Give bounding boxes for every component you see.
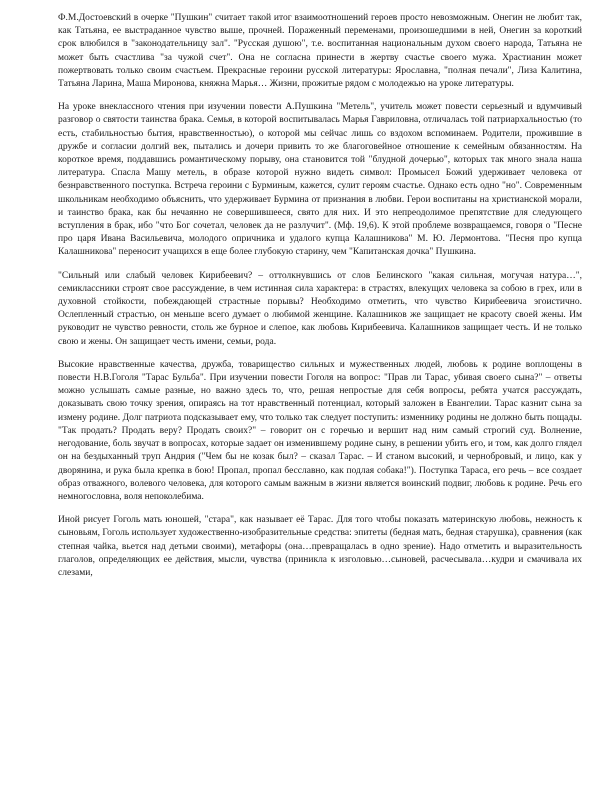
- paragraph-taras-bulba: Высокие нравственные качества, дружба, товарищество сильных и мужественных людей, любовь к родине воплощены в повести Н.В.Гоголя "Тарас Бульба". При изучении повести Гоголя на вопрос: "Прав ли Тарас, убивая своего сына?" – ответы можно услышать самые разные, но важно здесь то, что, решая непростые для себя вопросы, ребята учатся рассуждать, доказывать свою точку зрения, опираясь на тот нравственный потенциал, который заложен в Евангелии. Тарас казнит сына за измену родине. Долг патриота подсказывает ему, что только так следует поступить: изменнику родины не должно быть пощады. "Так продать? Продать веру? Продать своих?" – говорит он с горечью и вершит над ним самый строгий суд. Волнение, негодование, боль звучат в вопросах, которые задает он изменившему родине сыну, в решении убить его, и том, как долго глядел он на бездыханный труп Андрия ("Чем бы не козак был? – сказал Тарас. – И станом высокий, и чернобровый, и лицо, как у дворянина, и рука была крепка в бою! Пропал, пропал бесславно, как подлая собака!"). Поступка Тараса, его речь – все создает образ отважного, волевого человека, для которого самым важным в жизни является воинский подвиг, любовь к родине. Речь его немногословна, воля непоколебима.: [58, 359, 582, 502]
- document-page: [58, 12, 582, 580]
- paragraph-gap: [58, 504, 582, 514]
- paragraph-mother: Иной рисует Гоголь мать юношей, "стара", как называет её Тарас. Для того чтобы показать материнскую любовь, нежность к сыновьям, Гоголь использует художественно-изобразительные средства: эпитеты (бедная мать, бедная старушка), сравнения (как степная чайка, вьется над детьми своими), метафоры (она…превращалась в одно зрение). Надо отметить и выразительность глаголов, определяющих ее действия, мысли, чувства (приникла к изголовью…сыновей, расчесывала…кудри и смачивала их слезами,: [58, 515, 582, 578]
- paragraph-metel: На уроке внеклассного чтения при изучении повести А.Пушкина "Метель", учитель может повести серьезный и вдумчивый разговор о святости таинства брака. Семья, в которой воспитывалась Марья Гавриловна, отличалась той патриархальностью (то есть, стабильностью бытия, нравственностью), о которой мы сейчас лишь со вздохом вспоминаем. Родители, прожившие в дружбе и согласии долгий век, пытались и дочери привить то же благоговейное отношение к семейным обязанностям. На короткое время, поддавшись романтическому порыву, она становится той "блудной дочерью", которых так много знала наша литература. Спасла Машу метель, в образе которой нужно видеть символ: Промысел Божий удерживает человека от безнравственного поступка. Встреча героини с Бурминым, кажется, сулит героям счастье. Однако есть одно "но". Современным школьникам необходимо объяснить, что удерживает Бурмина от признания в любви. Герои воспитаны на христианской морали, и таинство брака, как бы нечаянно не совершившееся, свято для них. И это непреодолимое препятствие для следующего вступления в брак, ибо "что Бог сочетал, человек да не разлучит". (Мф. 19,6). К этой проблеме возвращаемся, говоря о "Песне про царя Ивана Васильевича, молодого опричника и удалого купца Калашникова" М. Ю. Лермонтова. "Песня про купца Калашникова" переносит учащихся в еще более глубокую старину, чем "Капитанская дочка" Пушкина.: [58, 102, 582, 258]
- paragraph-dostoevsky-pushkin: Ф.М.Достоевский в очерке "Пушкин" считает такой итог взаимоотношений героев просто невозможным. Онегин не любит так, как Татьяна, ее выстраданное чувство выше, прочней. Пораженный переменами, произошедшими в ней, Онегин за короткий срок влюбился в "законодательницу зал". "Русская душою", т.е. воспитанная национальным духом своего народа, Татьяна не может быть счастлива "за чужой счет". Она не согласна принести в жертву счастье своего мужа. Храстианин может пожертвовать только своим счастьем. Прекрасные героини русской литературы: Ярославна, "полная печали", Лиза Калитина, Татьяна Ларина, Маша Миронова, княжна Марья… Жизни, прожитые рядом с молодежью на уроке литературы.: [58, 13, 582, 90]
- paragraph-gap: [58, 349, 582, 359]
- paragraph-gap: [58, 260, 582, 270]
- paragraph-gap: [58, 91, 582, 101]
- paragraph-kiribeevich: "Сильный или слабый человек Кирибеевич? – оттолкнувшись от слов Белинского "какая сильная, могучая натура…", семиклассники строят свое рассуждение, в чем истинная сила характера: в страстях, влекущих человека за собою в грех, или в духовной стойкости, побеждающей страстные порывы? Необходимо отметить, что чувство Кирибеевича эгоистично. Ослепленный страстью, он меньше всего думает о любимой женщине. Калашников же защищает не красоту своей жены. Им руководит не чувство ревности, столь же бурное и слепое, как любовь Кирибеевича. Калашников защищает честь. И не только свою и жены. Он защищает честь имени, семьи, рода.: [58, 270, 582, 347]
